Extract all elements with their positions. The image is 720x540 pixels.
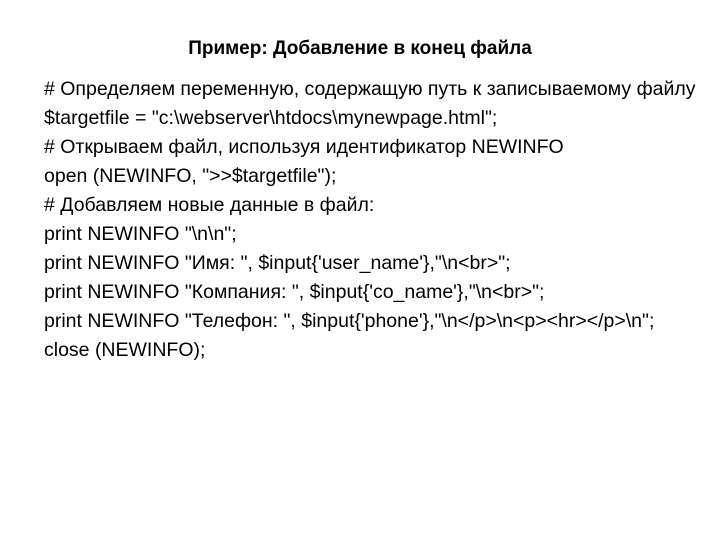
code-line: # Определяем переменную, содержащую путь к записываемому файлу — [44, 78, 696, 100]
code-line: print NEWINFO "Компания: ", $input{'co_name'},"\n<br>"; — [44, 281, 545, 303]
code-line: $targetfile = "c:\webserver\htdocs\mynewpage.html"; — [44, 107, 498, 129]
slide-title: Пример: Добавление в конец файла — [188, 38, 532, 59]
code-listing — [44, 76, 704, 366]
code-line: print NEWINFO "Телефон: ", $input{'phone'},"\n</p>\n<p><hr></p>\n"; — [44, 310, 655, 332]
code-line: # Добавляем новые данные в файл: — [44, 194, 375, 216]
code-line: # Открываем файл, используя идентификатор NEWINFO — [44, 136, 564, 158]
code-line: print NEWINFO "\n\n"; — [44, 223, 237, 245]
code-line: close (NEWINFO); — [44, 339, 206, 361]
code-line: print NEWINFO "Имя: ", $input{'user_name'},"\n<br>"; — [44, 252, 511, 274]
code-line: open (NEWINFO, ">>$targetfile"); — [44, 165, 337, 187]
